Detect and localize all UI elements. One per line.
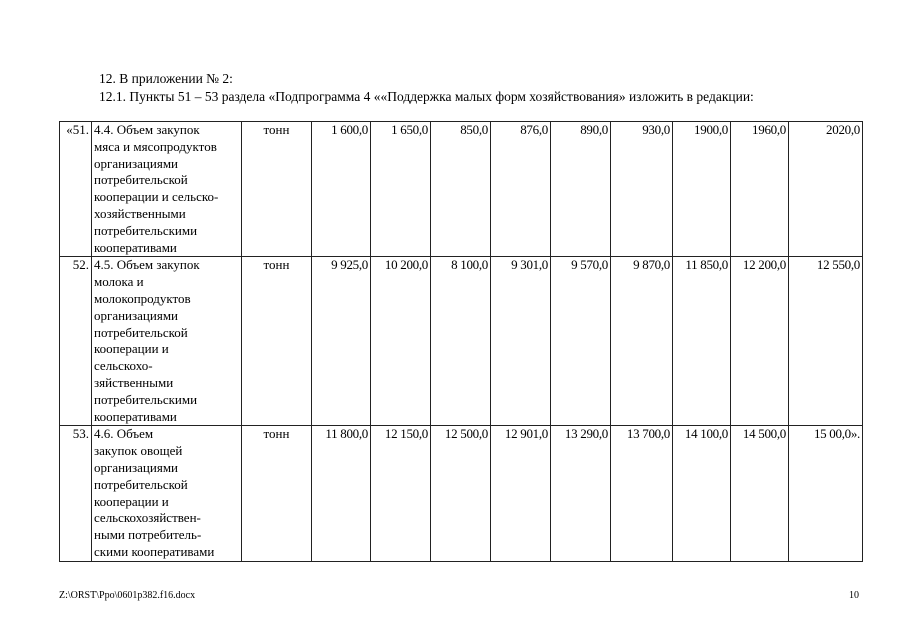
value-cell: 9 870,0 xyxy=(611,257,673,426)
unit-cell: тонн xyxy=(242,426,312,561)
name-line: потребительской xyxy=(94,476,188,492)
name-line: мяса и мясопродуктов xyxy=(94,138,217,154)
table-row xyxy=(60,426,863,561)
name-line: организациями xyxy=(94,155,178,171)
value-cell: 890,0 xyxy=(551,122,611,257)
value-cell: 9 301,0 xyxy=(491,257,551,426)
value-cell: 11 800,0 xyxy=(312,426,371,561)
value-cell: 13 700,0 xyxy=(611,426,673,561)
row-number: 53. xyxy=(60,426,92,561)
name-line: 4.4. Объем закупок xyxy=(94,122,200,137)
indicators-table xyxy=(59,121,863,562)
value-cell: 2020,0 xyxy=(789,122,863,257)
name-line: потребительской xyxy=(94,324,188,340)
value-cell: 1 650,0 xyxy=(371,122,431,257)
value-cell: 9 570,0 xyxy=(551,257,611,426)
unit-cell: тонн xyxy=(242,122,312,257)
name-line: организациями xyxy=(94,307,178,323)
value-cell: 8 100,0 xyxy=(431,257,491,426)
value-cell: 9 925,0 xyxy=(312,257,371,426)
table-row xyxy=(60,122,863,257)
value-cell: 14 100,0 xyxy=(673,426,731,561)
value-cell: 15 00,0». xyxy=(789,426,863,561)
name-line: кооперативами xyxy=(94,408,177,424)
value-cell: 11 850,0 xyxy=(673,257,731,426)
name-line: закупок овощей xyxy=(94,443,183,459)
name-line: сельскохо- xyxy=(94,358,153,374)
value-cell: 930,0 xyxy=(611,122,673,257)
value-cell: 12 901,0 xyxy=(491,426,551,561)
page-number: 10 xyxy=(849,590,859,601)
name-line: молока и xyxy=(94,274,144,290)
name-line: потребительской xyxy=(94,172,188,188)
name-line: кооперации и xyxy=(94,493,169,509)
name-line: хозяйственными xyxy=(94,205,186,221)
intro-line-2: 12.1. Пункты 51 – 53 раздела «Подпрограмма 4 ««Поддержка малых форм хозяйствования» изложить в редакции: xyxy=(99,89,754,104)
value-cell: 876,0 xyxy=(491,122,551,257)
indicator-name xyxy=(92,426,242,561)
name-line: 4.6. Объем xyxy=(94,426,154,442)
name-line: сельскохозяйствен- xyxy=(94,510,201,526)
value-cell: 12 550,0 xyxy=(789,257,863,426)
value-cell: 13 290,0 xyxy=(551,426,611,561)
value-cell: 1 600,0 xyxy=(312,122,371,257)
name-line: организациями xyxy=(94,459,178,475)
value-cell: 850,0 xyxy=(431,122,491,257)
name-line: потребительскими xyxy=(94,391,198,407)
value-cell: 1960,0 xyxy=(731,122,789,257)
value-cell: 12 150,0 xyxy=(371,426,431,561)
name-line: ными потребитель- xyxy=(94,527,202,543)
name-line: потребительскими xyxy=(94,222,198,238)
indicator-name xyxy=(92,257,242,426)
name-line: зяйственными xyxy=(94,374,174,390)
value-cell: 12 200,0 xyxy=(731,257,789,426)
name-line: кооперации и сельско- xyxy=(94,189,219,205)
table-row xyxy=(60,257,863,426)
value-cell: 14 500,0 xyxy=(731,426,789,561)
row-number: 52. xyxy=(60,257,92,426)
value-cell: 1900,0 xyxy=(673,122,731,257)
value-cell: 12 500,0 xyxy=(431,426,491,561)
name-line: 4.5. Объем закупок xyxy=(94,257,200,273)
footer-file-path: Z:\ORST\Ppo\0601p382.f16.docx xyxy=(59,590,196,601)
name-line: кооперации и xyxy=(94,341,169,357)
name-line: скими кооперативами xyxy=(94,543,215,559)
value-cell: 10 200,0 xyxy=(371,257,431,426)
name-line: молокопродуктов xyxy=(94,290,191,306)
name-line: кооперативами xyxy=(94,239,177,255)
unit-cell: тонн xyxy=(242,257,312,426)
indicator-name xyxy=(92,122,242,257)
row-number: «51. xyxy=(60,122,92,257)
intro-line-1: 12. В приложении № 2: xyxy=(99,71,233,86)
